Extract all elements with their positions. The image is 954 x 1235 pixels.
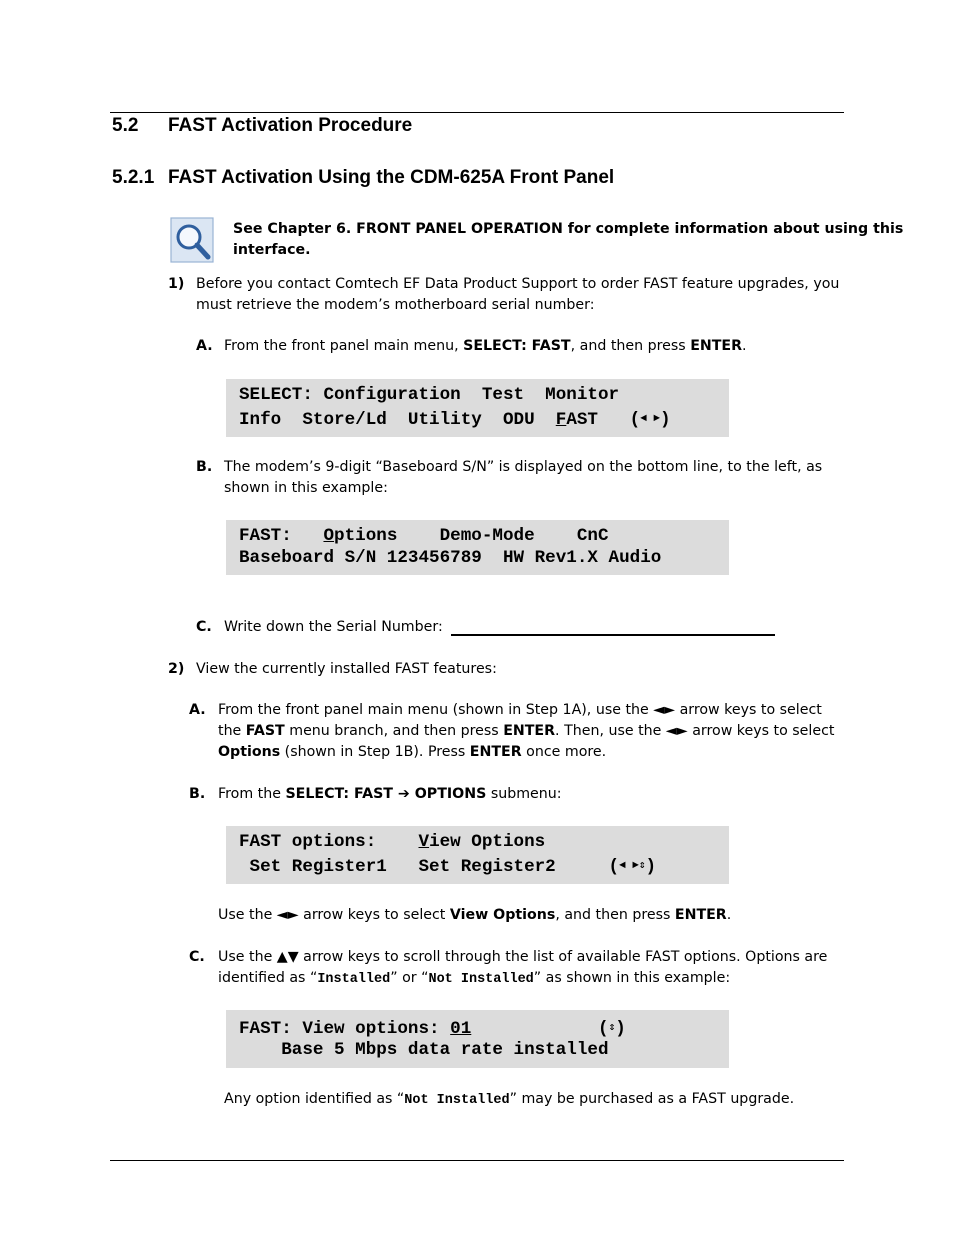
lcd-panel-fast-options bbox=[226, 826, 729, 884]
lcd3-l1-pre: FAST options: bbox=[239, 832, 419, 852]
serial-number-blank-line bbox=[451, 634, 775, 636]
lcd1-l2-end: ) bbox=[660, 410, 671, 430]
s2b-t1: From the bbox=[218, 786, 286, 802]
section-heading bbox=[112, 115, 412, 137]
right-arrow-icon: ➔ bbox=[397, 786, 410, 802]
step2a-line-3 bbox=[218, 742, 834, 763]
s2a-l2-t2: menu branch, and then press bbox=[284, 723, 504, 739]
magnifier-icon bbox=[170, 217, 214, 263]
step2a-text bbox=[218, 700, 834, 763]
fn-t2: ” may be purchased as a FAST upgrade. bbox=[509, 1091, 795, 1107]
step2-text: View the currently installed FAST features: bbox=[196, 661, 497, 677]
step1a-label: A. bbox=[196, 338, 213, 354]
s2c-m1: Installed bbox=[317, 972, 391, 987]
left-right-arrow-icon: ◄ ► bbox=[640, 413, 661, 425]
lcd3-line-2 bbox=[239, 856, 656, 877]
subsection-heading bbox=[112, 167, 614, 189]
lcd2-l1-cursor: O bbox=[323, 526, 335, 546]
lcd3-line-1 bbox=[239, 832, 545, 852]
lcd4-line-2: Base 5 Mbps data rate installed bbox=[239, 1040, 609, 1060]
lcd3-l2: Set Register1 Set Register2 ( bbox=[239, 857, 620, 877]
section-title: FAST Activation Procedure bbox=[168, 115, 413, 136]
note-text bbox=[233, 219, 903, 261]
step2-number: 2) bbox=[168, 661, 185, 677]
step2c-label: C. bbox=[189, 949, 205, 965]
lcd4-l1-end: ) bbox=[615, 1019, 626, 1039]
lcd1-l2-cursor: F bbox=[555, 410, 567, 430]
bottom-rule bbox=[110, 1160, 844, 1161]
lcd-line-1: SELECT: Configuration Test Monitor bbox=[239, 385, 620, 405]
s2a-l2-t3: . Then, use the ◄► arrow keys to select bbox=[555, 723, 835, 739]
step1b-line-1: The modem’s 9-digit “Baseboard S/N” is displayed on the bottom line, to the left, as bbox=[224, 459, 823, 475]
lcd2-line-1 bbox=[239, 526, 609, 546]
s2b-b1: SELECT: FAST bbox=[285, 786, 398, 802]
lcd-panel-main-menu bbox=[226, 379, 729, 437]
s2b-t2: submenu: bbox=[486, 786, 562, 802]
lcd2-l1-post: ptions Demo-Mode CnC bbox=[334, 526, 609, 546]
ap3-t2: , and then press bbox=[555, 907, 675, 923]
step1b-label: B. bbox=[196, 459, 213, 475]
lcd4-l1-cursor: 01 bbox=[450, 1019, 472, 1039]
s2a-l2-b2: ENTER bbox=[503, 723, 556, 739]
s2c-t1: identified as “ bbox=[218, 970, 318, 986]
step1-line-1: Before you contact Comtech EF Data Product Support to order FAST feature upgrades, you bbox=[196, 276, 840, 292]
ap3-b1: View Options bbox=[449, 907, 556, 923]
step1-text bbox=[196, 274, 839, 316]
step2b-text bbox=[218, 784, 562, 805]
step1b-text bbox=[224, 457, 822, 499]
step1c-text: Write down the Serial Number: bbox=[224, 619, 443, 635]
step1a-text bbox=[224, 336, 747, 357]
step1a-b2: ENTER bbox=[690, 338, 743, 354]
step1a-t1: From the front panel main menu, bbox=[224, 338, 464, 354]
step1c-label: C. bbox=[196, 619, 212, 635]
fn-m1: Not Installed bbox=[404, 1093, 510, 1108]
lcd-panel-view-options bbox=[226, 1010, 729, 1068]
s2a-l3-t2: once more. bbox=[521, 744, 607, 760]
subsection-number: 5.2.1 bbox=[112, 167, 155, 188]
step1b-line-2: shown in this example: bbox=[224, 480, 388, 496]
s2a-l3-t1: (shown in Step 1B). Press bbox=[280, 744, 470, 760]
lcd-panel-fast-menu bbox=[226, 520, 729, 575]
after-panel3-text bbox=[218, 905, 731, 926]
step1a-t3: . bbox=[742, 338, 747, 354]
lcd2-l1-pre: FAST: bbox=[239, 526, 324, 546]
note-line-2: interface. bbox=[233, 242, 311, 258]
s2c-t2: ” or “ bbox=[390, 970, 429, 986]
lcd4-l1-pre: FAST: View options: bbox=[239, 1019, 451, 1039]
step2a-line-1: From the front panel main menu (shown in Step 1A), use the ◄► arrow keys to select bbox=[218, 702, 822, 718]
step2c-text bbox=[218, 947, 827, 990]
ap3-t3: . bbox=[726, 907, 732, 923]
lcd3-l2-end: ) bbox=[645, 857, 657, 877]
note-line-1: See Chapter 6. FRONT PANEL OPERATION for complete information about using this bbox=[233, 221, 904, 237]
ap3-b2: ENTER bbox=[674, 907, 727, 923]
subsection-title: FAST Activation Using the CDM-625A Front Panel bbox=[168, 167, 615, 188]
step1-number: 1) bbox=[168, 276, 185, 292]
step2a-label: A. bbox=[189, 702, 206, 718]
top-rule bbox=[110, 112, 844, 113]
s2a-l3-b1: Options bbox=[218, 744, 281, 760]
lcd2-line-2: Baseboard S/N 123456789 HW Rev1.X Audio bbox=[239, 548, 662, 568]
four-way-arrow-icon: ◄ ►⇕ bbox=[619, 860, 646, 872]
up-down-arrow-icon: ⇕ bbox=[608, 1022, 616, 1034]
s2a-l2-t1: the bbox=[218, 723, 246, 739]
lcd4-l1-mid: ( bbox=[471, 1019, 609, 1039]
step2c-line-1: Use the ▲▼ arrow keys to scroll through the list of available FAST options. Options are bbox=[218, 949, 828, 965]
step2c-line-2 bbox=[218, 968, 827, 990]
footer-note-text bbox=[224, 1089, 794, 1111]
s2b-b2: OPTIONS bbox=[409, 786, 487, 802]
lcd3-l1-cursor: V bbox=[418, 832, 430, 852]
s2c-t3: ” as shown in this example: bbox=[533, 970, 731, 986]
step2a-line-2 bbox=[218, 721, 834, 742]
section-number: 5.2 bbox=[112, 115, 139, 136]
s2c-m2: Not Installed bbox=[428, 972, 534, 987]
fn-t1: Any option identified as “ bbox=[224, 1091, 405, 1107]
s2a-l2-b1: FAST bbox=[245, 723, 285, 739]
lcd-line-2 bbox=[239, 409, 671, 430]
step1a-b1: SELECT: FAST bbox=[463, 338, 571, 354]
ap3-t1: Use the ◄► arrow keys to select bbox=[218, 907, 450, 923]
lcd4-line-1 bbox=[239, 1018, 626, 1039]
lcd1-l2-pre: Info Store/Ld Utility ODU bbox=[239, 410, 556, 430]
step1a-t2: , and then press bbox=[570, 338, 691, 354]
lcd3-l1-post: iew Options bbox=[429, 832, 546, 852]
s2a-l3-b2: ENTER bbox=[469, 744, 522, 760]
step1-line-2: must retrieve the modem’s motherboard serial number: bbox=[196, 297, 595, 313]
step2b-label: B. bbox=[189, 786, 206, 802]
lcd1-l2-post: AST ( bbox=[566, 410, 641, 430]
